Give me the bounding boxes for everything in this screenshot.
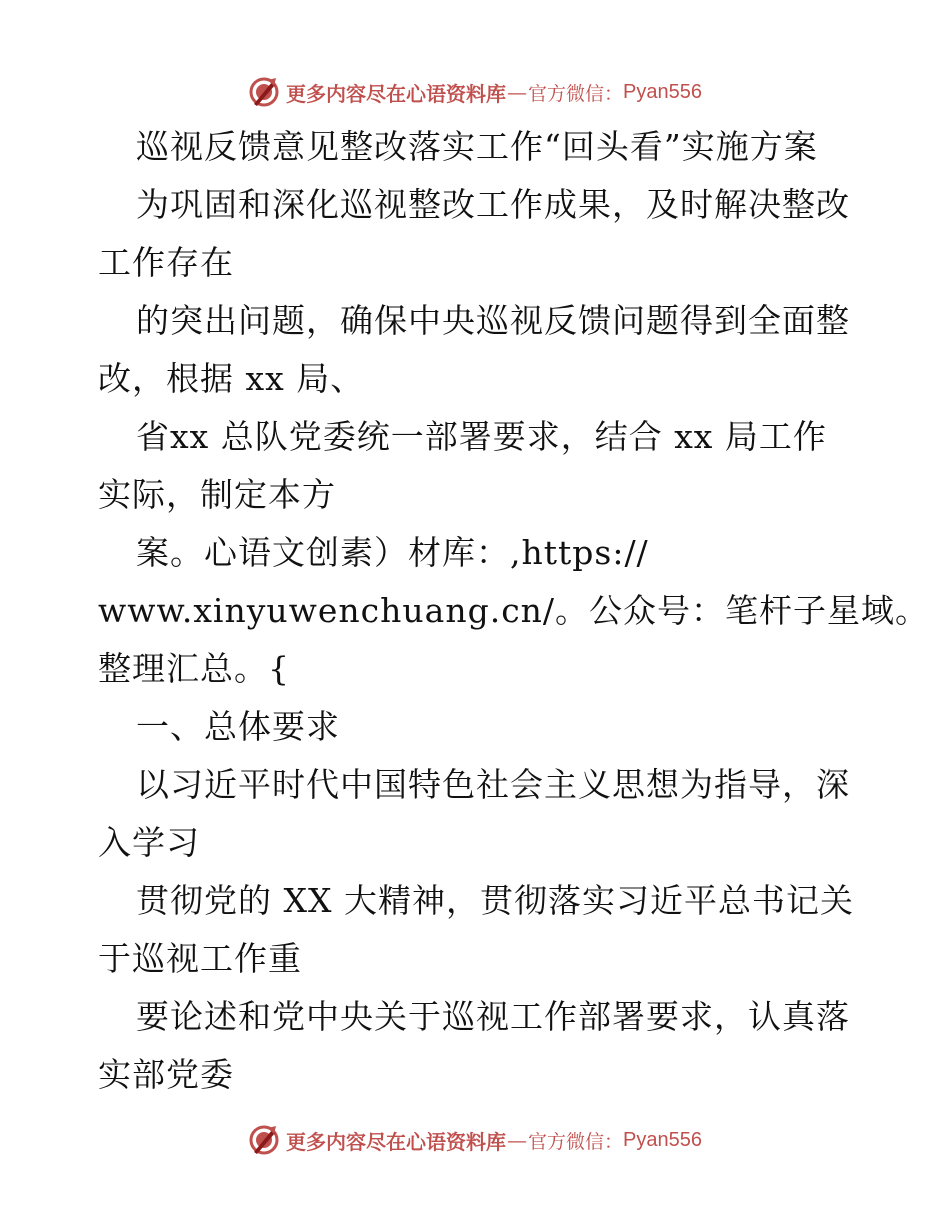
paragraph-line: 实际，制定本方: [98, 475, 336, 514]
paragraph-line: www.xinyuwenchuang.cn/。公众号：笔杆子星域。: [98, 591, 930, 630]
paragraph-line: 要论述和党中央关于巡视工作部署要求，认真落: [136, 997, 850, 1036]
header-wechat-label: 官方微信：: [528, 82, 624, 105]
footer-brand-text: 更多内容尽在心语资料库: [286, 1129, 506, 1154]
document-title: 巡视反馈意见整改落实工作“回头看”实施方案: [136, 127, 818, 166]
footer-dash: —: [507, 1128, 527, 1152]
paragraph-line: 入学习: [98, 823, 200, 862]
footer-wechat-id: Pyan556: [623, 1128, 702, 1151]
paragraph-line: 省xx 总队党委统一部署要求，结合 xx 局工作: [136, 417, 827, 456]
paragraph-line: 实部党委: [98, 1055, 234, 1094]
paragraph-line: 案。心语文创素）材库：,https://: [136, 533, 649, 572]
header-wechat-id: Pyan556: [623, 80, 702, 103]
paragraph-line: 于巡视工作重: [98, 939, 302, 978]
paragraph-line: 改，根据 xx 局、: [98, 359, 365, 398]
paragraph-line: 工作存在: [98, 243, 234, 282]
section-heading: 一、总体要求: [136, 707, 340, 746]
paragraph-line: 以习近平时代中国特色社会主义思想为指导，深: [136, 765, 850, 804]
footer-banner: [0, 1120, 950, 1160]
quill-pen-icon: [248, 1124, 280, 1156]
header-banner: [0, 72, 950, 112]
footer-wechat-label: 官方微信：: [528, 1130, 624, 1153]
header-dash: —: [507, 80, 527, 104]
paragraph-line: 为巩固和深化巡视整改工作成果，及时解决整改: [136, 185, 850, 224]
paragraph-line: 的突出问题，确保中央巡视反馈问题得到全面整: [136, 301, 850, 340]
paragraph-line: 贯彻党的 XX 大精神，贯彻落实习近平总书记关: [136, 881, 854, 920]
quill-pen-icon: [248, 76, 280, 108]
document-body: [98, 118, 930, 1104]
paragraph-line: 整理汇总。{: [98, 649, 290, 688]
header-brand-text: 更多内容尽在心语资料库: [286, 81, 506, 106]
